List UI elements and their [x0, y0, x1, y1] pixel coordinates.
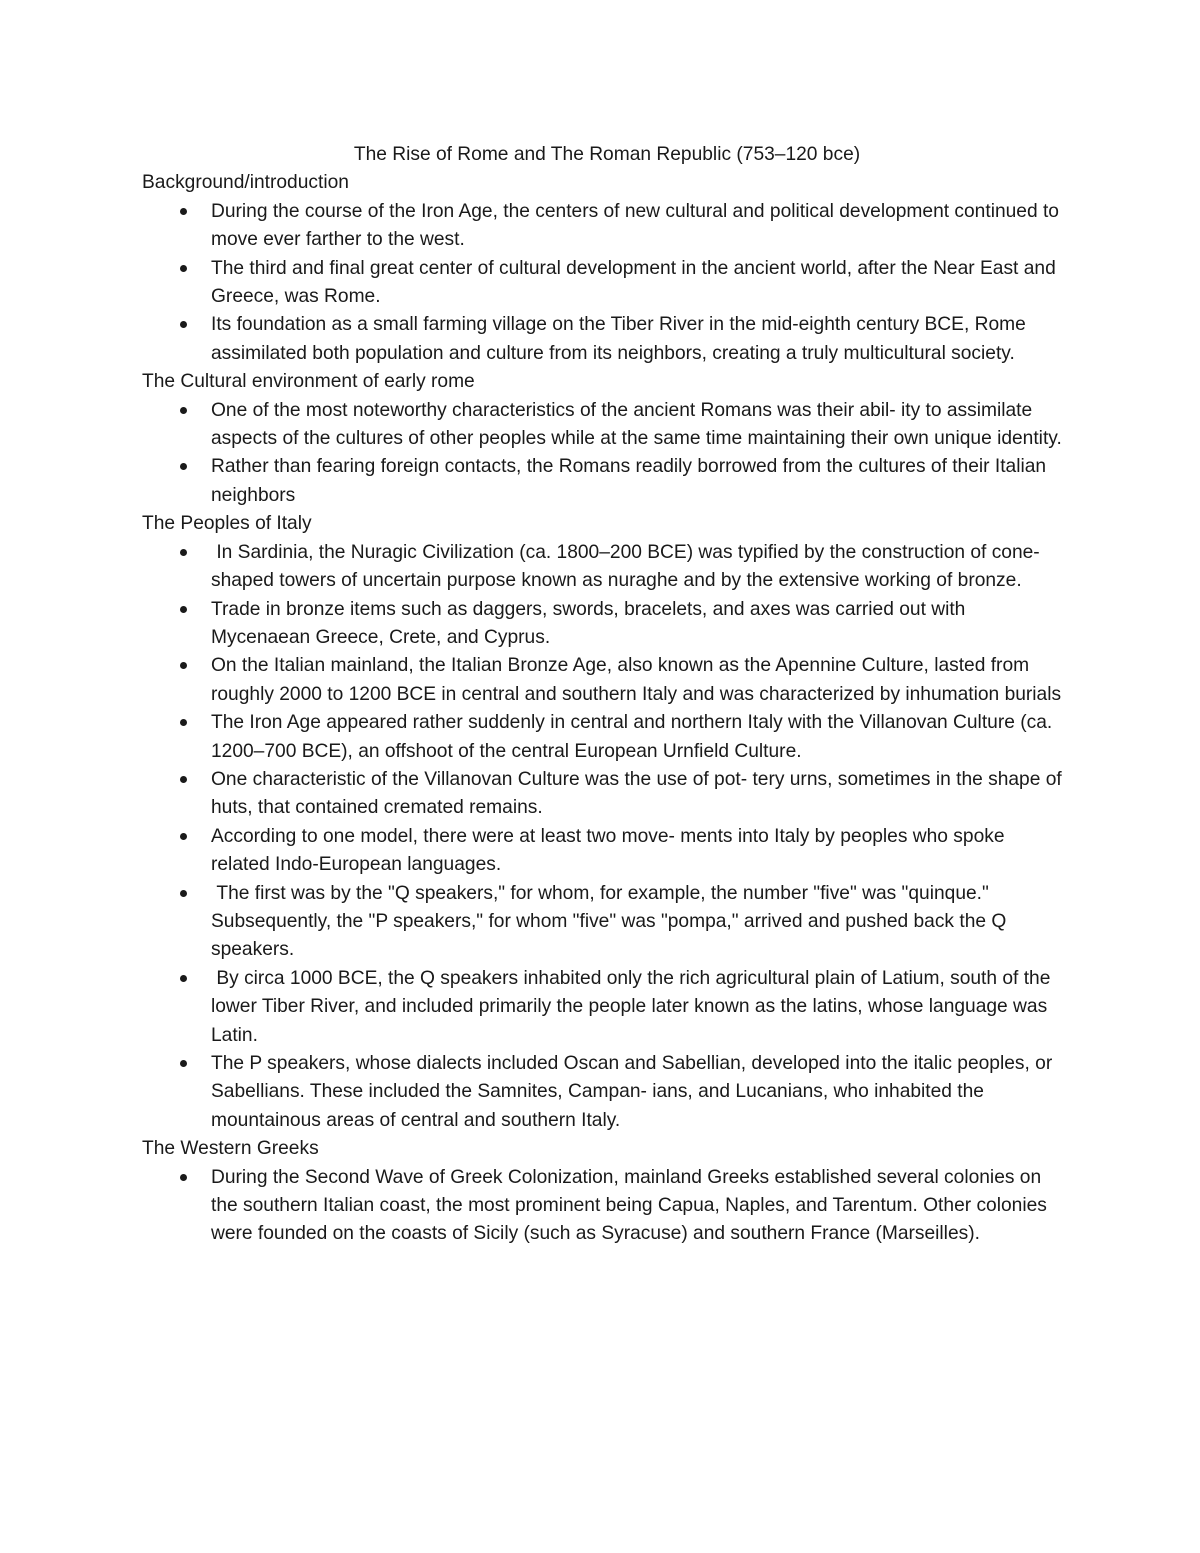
bullet-icon [180, 833, 187, 840]
bullet-icon [180, 776, 187, 783]
list-item [142, 453, 1062, 510]
bullet-text: Rather than fearing foreign contacts, the Romans readily borrowed from the cultures of their Italian neighbors [211, 456, 1052, 506]
list-item [142, 652, 1062, 709]
bullet-icon [180, 321, 187, 328]
document-page [142, 141, 1068, 1249]
list-item [142, 539, 1062, 596]
section-heading: The Western Greeks [142, 1138, 319, 1160]
list-item [142, 880, 1062, 965]
bullet-icon [180, 890, 187, 897]
list-item [142, 255, 1062, 312]
bullet-icon [180, 662, 187, 669]
bullet-text: During the Second Wave of Greek Colonization, mainland Greeks established several colonies on the southern Italian coast, the most prominent being Capua, Naples, and Tarentum. Other colonies were founded on the coasts of Sicily (such as Syracuse) and southern France (Marseilles). [211, 1166, 1053, 1245]
section-heading: Background/introduction [142, 172, 349, 194]
bullet-text: One characteristic of the Villanovan Culture was the use of pot- tery urns, sometimes in the shape of huts, that contained cremated remains. [211, 768, 1068, 819]
bullet-text: The third and final great center of cultural development in the ancient world, after the Near East and Greece, was Rome. [211, 257, 1062, 308]
list-item [142, 1164, 1062, 1249]
list-item [142, 198, 1065, 255]
bullet-text: The P speakers, whose dialects included Oscan and Sabellian, developed into the italic peoples, or Sabellians. These included the Samnites, Campan- ians, and Lucanians, who inhabited the mountainous areas of central and southern Italy. [211, 1053, 1058, 1131]
bullet-text: Trade in bronze items such as daggers, swords, bracelets, and axes was carried out with Mycenaean Greece, Crete, and Cyprus. [211, 598, 971, 648]
document-section [142, 169, 1065, 368]
list-item [142, 823, 1062, 880]
bullet-text: On the Italian mainland, the Italian Bronze Age, also known as the Apennine Culture, lasted from roughly 2000 to 1200 BCE in central and southern Italy and was characterized by inhumation burials [211, 655, 1062, 705]
bullet-icon [180, 1174, 187, 1181]
document-section [142, 510, 1068, 1135]
bullet-icon [180, 463, 187, 470]
list-item [142, 766, 1068, 823]
bullet-list [142, 539, 1068, 1136]
bullet-list [142, 397, 1062, 511]
section-heading: The Peoples of Italy [142, 513, 312, 535]
bullet-icon [180, 719, 187, 726]
document-title: The Rise of Rome and The Roman Republic (753–120 bce) [353, 144, 861, 165]
list-item [142, 1050, 1062, 1135]
bullet-icon [180, 549, 187, 556]
bullet-icon [180, 265, 187, 272]
bullet-text: The first was by the "Q speakers," for whom, for example, the number "five" was "quinque." Subsequently, the "P speakers," for whom "five" was "pompa," arrived and pushed back the Q speakers. [211, 882, 1012, 961]
bullet-list [142, 1164, 1062, 1249]
bullet-text: One of the most noteworthy characteristics of the ancient Romans was their abil- ity to assimilate aspects of the cultures of other peoples while at the same time maintaining their own unique identity. [211, 399, 1062, 450]
bullet-text: According to one model, there were at least two move- ments into Italy by peoples who spoke related Indo-European languages. [211, 825, 1010, 876]
list-item [142, 397, 1062, 454]
bullet-list [142, 198, 1065, 368]
bullet-text: The Iron Age appeared rather suddenly in central and northern Italy with the Villanovan Culture (ca. 1200–700 BCE), an offshoot of the central European Urnfield Culture. [211, 712, 1058, 762]
bullet-icon [180, 975, 187, 982]
bullet-icon [180, 1060, 187, 1067]
list-item [142, 965, 1062, 1050]
list-item [142, 596, 1062, 653]
bullet-text: In Sardinia, the Nuragic Civilization (ca. 1800–200 BCE) was typified by the construction of cone-shaped towers of uncertain purpose known as nuraghe and by the extensive working of bronze. [211, 541, 1040, 592]
section-heading: The Cultural environment of early rome [142, 371, 475, 393]
document-section [142, 368, 1062, 510]
bullet-icon [180, 407, 187, 414]
document-body [142, 169, 1068, 1248]
bullet-icon [180, 606, 187, 613]
document-section [142, 1135, 1062, 1249]
bullet-text: By circa 1000 BCE, the Q speakers inhabited only the rich agricultural plain of Latium, south of the lower Tiber River, and included primarily the people later known as the latins, whose language was Latin. [211, 967, 1056, 1046]
list-item [142, 709, 1062, 766]
list-item [142, 311, 1062, 368]
bullet-text: Its foundation as a small farming village on the Tiber River in the mid-eighth century BCE, Rome assimilated both population and culture from its neighbors, creating a truly multicultural society. [211, 314, 1032, 364]
bullet-icon [180, 208, 187, 215]
bullet-text: During the course of the Iron Age, the centers of new cultural and political development continued to move ever farther to the west. [211, 200, 1065, 251]
